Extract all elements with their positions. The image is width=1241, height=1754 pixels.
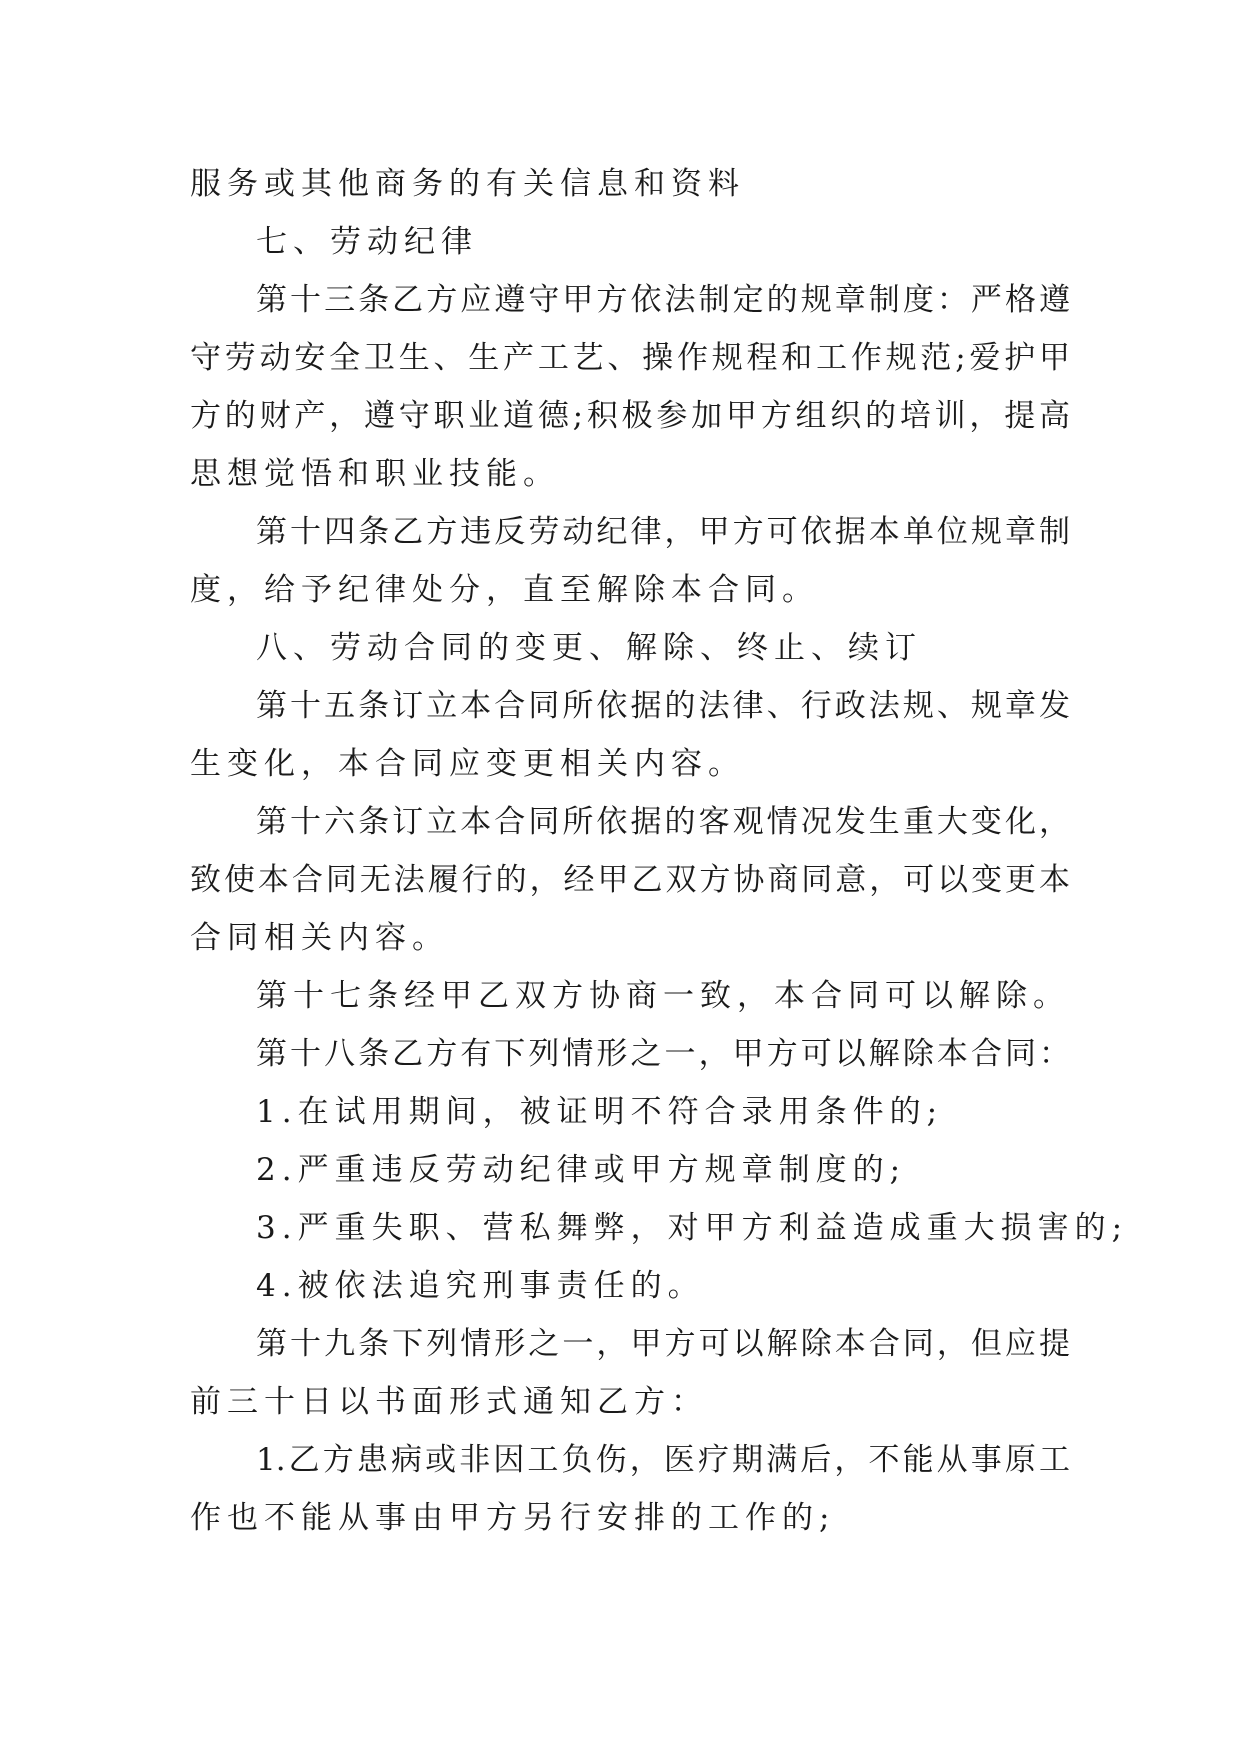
text-line: 思想觉悟和职业技能。 [190,456,560,492]
text-line: 作也不能从事由甲方另行安排的工作的; [190,1500,836,1536]
list-item: 4.被依法追究刑事责任的。 [256,1268,705,1304]
text-line: 第十四条乙方违反劳动纪律，甲方可依据本单位规章制 [256,514,1070,550]
text-line: 致使本合同无法履行的，经甲乙双方协商同意，可以变更本 [190,862,1070,898]
list-item: 2.严重违反劳动纪律或甲方规章制度的; [256,1152,907,1188]
text-line: 第十三条乙方应遵守甲方依法制定的规章制度：严格遵 [256,282,1070,318]
text-line: 第十五条订立本合同所依据的法律、行政法规、规章发 [256,688,1070,724]
text-line: 方的财产，遵守职业道德;积极参加甲方组织的培训，提高 [190,398,1070,434]
text-line: 度，给予纪律处分，直至解除本合同。 [190,572,819,608]
list-item: 1.在试用期间，被证明不符合录用条件的; [256,1094,944,1130]
list-item: 1.乙方患病或非因工负伤，医疗期满后，不能从事原工 [256,1442,1070,1478]
list-item: 3.严重失职、营私舞弊，对甲方利益造成重大损害的; [256,1210,1129,1246]
text-line: 第十九条下列情形之一，甲方可以解除本合同，但应提 [256,1326,1070,1362]
text-line: 第十七条经甲乙双方协商一致，本合同可以解除。 [256,978,1070,1014]
text-line: 合同相关内容。 [190,920,449,956]
document-page [190,155,1129,1547]
text-line: 第十八条乙方有下列情形之一，甲方可以解除本合同： [256,1036,1070,1072]
text-line: 生变化，本合同应变更相关内容。 [190,746,745,782]
section-heading: 八、劳动合同的变更、解除、终止、续订 [256,630,922,666]
text-line: 前三十日以书面形式通知乙方： [190,1384,708,1420]
text-line: 服务或其他商务的有关信息和资料 [190,166,745,202]
section-heading: 七、劳动纪律 [256,224,478,260]
text-line: 第十六条订立本合同所依据的客观情况发生重大变化， [256,804,1070,840]
text-line: 守劳动安全卫生、生产工艺、操作规程和工作规范;爱护甲 [190,340,1070,376]
